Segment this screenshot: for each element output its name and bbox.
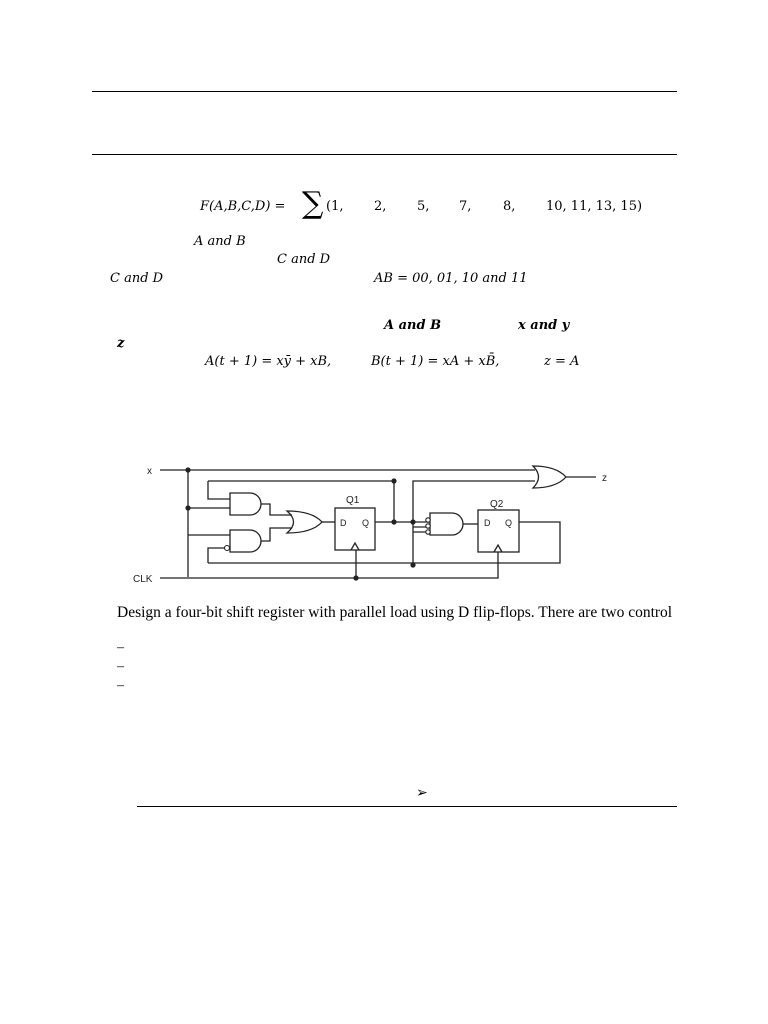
inverter-bubble-and3-c [426, 530, 430, 534]
junction-q1-1 [391, 478, 396, 483]
ff1-pin-q: Q [362, 518, 370, 528]
or-gate-output [533, 466, 566, 488]
equation-b: B(t + 1) = xA + xB̄, [371, 354, 500, 369]
c-and-d-center-text: C and D [277, 252, 331, 267]
inverter-bubble-and3-b [426, 524, 430, 528]
bold-a-and-b: A and B [384, 318, 442, 333]
list-dash-3: – [117, 678, 124, 693]
equation-z: z = A [544, 354, 580, 369]
ff2-pin-d: D [484, 518, 491, 528]
inverter-bubble-and3-a [426, 518, 430, 522]
minterm-1: (1, [326, 199, 344, 214]
bold-z: z [117, 336, 125, 351]
junction-x-2 [185, 505, 190, 510]
function-lhs: F(A,B,C,D) = [200, 199, 286, 214]
and-gate-3 [430, 513, 463, 535]
arrow-bullet-icon: ➢ [416, 785, 428, 801]
sigma-symbol: ∑ [302, 186, 324, 221]
ff2-pin-q: Q [505, 518, 513, 528]
or-gate-1 [287, 511, 322, 533]
wire-q1-up-to-or-out [413, 481, 535, 522]
minterm-3: 5, [417, 199, 430, 214]
minterm-2: 2, [374, 199, 387, 214]
inverter-bubble-and2 [225, 546, 230, 551]
equation-a: A(t + 1) = xȳ + xB, [205, 354, 332, 369]
minterm-4: 7, [459, 199, 472, 214]
junction-q1-2 [391, 519, 396, 524]
ff1-clock-triangle [351, 543, 359, 550]
minterm-6: 10, 11, 13, 15) [546, 199, 643, 214]
label-q1: Q1 [346, 495, 360, 506]
and-gate-2 [230, 530, 261, 552]
and-gate-1 [230, 493, 261, 515]
footer-rule [137, 806, 677, 807]
ab-values-text: AB = 00, 01, 10 and 11 [374, 271, 528, 286]
junction-x-1 [185, 467, 190, 472]
junction-q1-4 [410, 562, 415, 567]
ff2-clock-triangle [494, 545, 502, 552]
wire-q1-feedback-top [208, 481, 394, 522]
label-x: x [147, 466, 152, 477]
wire-clk [160, 552, 498, 578]
wire-and2-lower-input [208, 548, 226, 563]
wire-and1-to-or [261, 504, 292, 515]
c-and-d-left-text: C and D [110, 271, 164, 286]
label-q2: Q2 [490, 499, 504, 510]
label-clk: CLK [133, 574, 153, 585]
junction-clk [353, 575, 358, 580]
ff1-pin-d: D [340, 518, 347, 528]
list-dash-2: – [117, 659, 124, 674]
label-z: z [602, 473, 607, 484]
minterm-5: 8, [503, 199, 516, 214]
design-shift-register-text: Design a four-bit shift register with parallel load using D flip-flops. There are two control [117, 604, 673, 621]
wire-and2-to-or [261, 528, 292, 541]
a-and-b-text: A and B [194, 234, 246, 249]
junction-q1-3 [410, 519, 415, 524]
list-dash-1: – [117, 640, 124, 655]
bold-x-and-y: x and y [518, 318, 570, 333]
wire-to-and1-top [208, 481, 230, 499]
